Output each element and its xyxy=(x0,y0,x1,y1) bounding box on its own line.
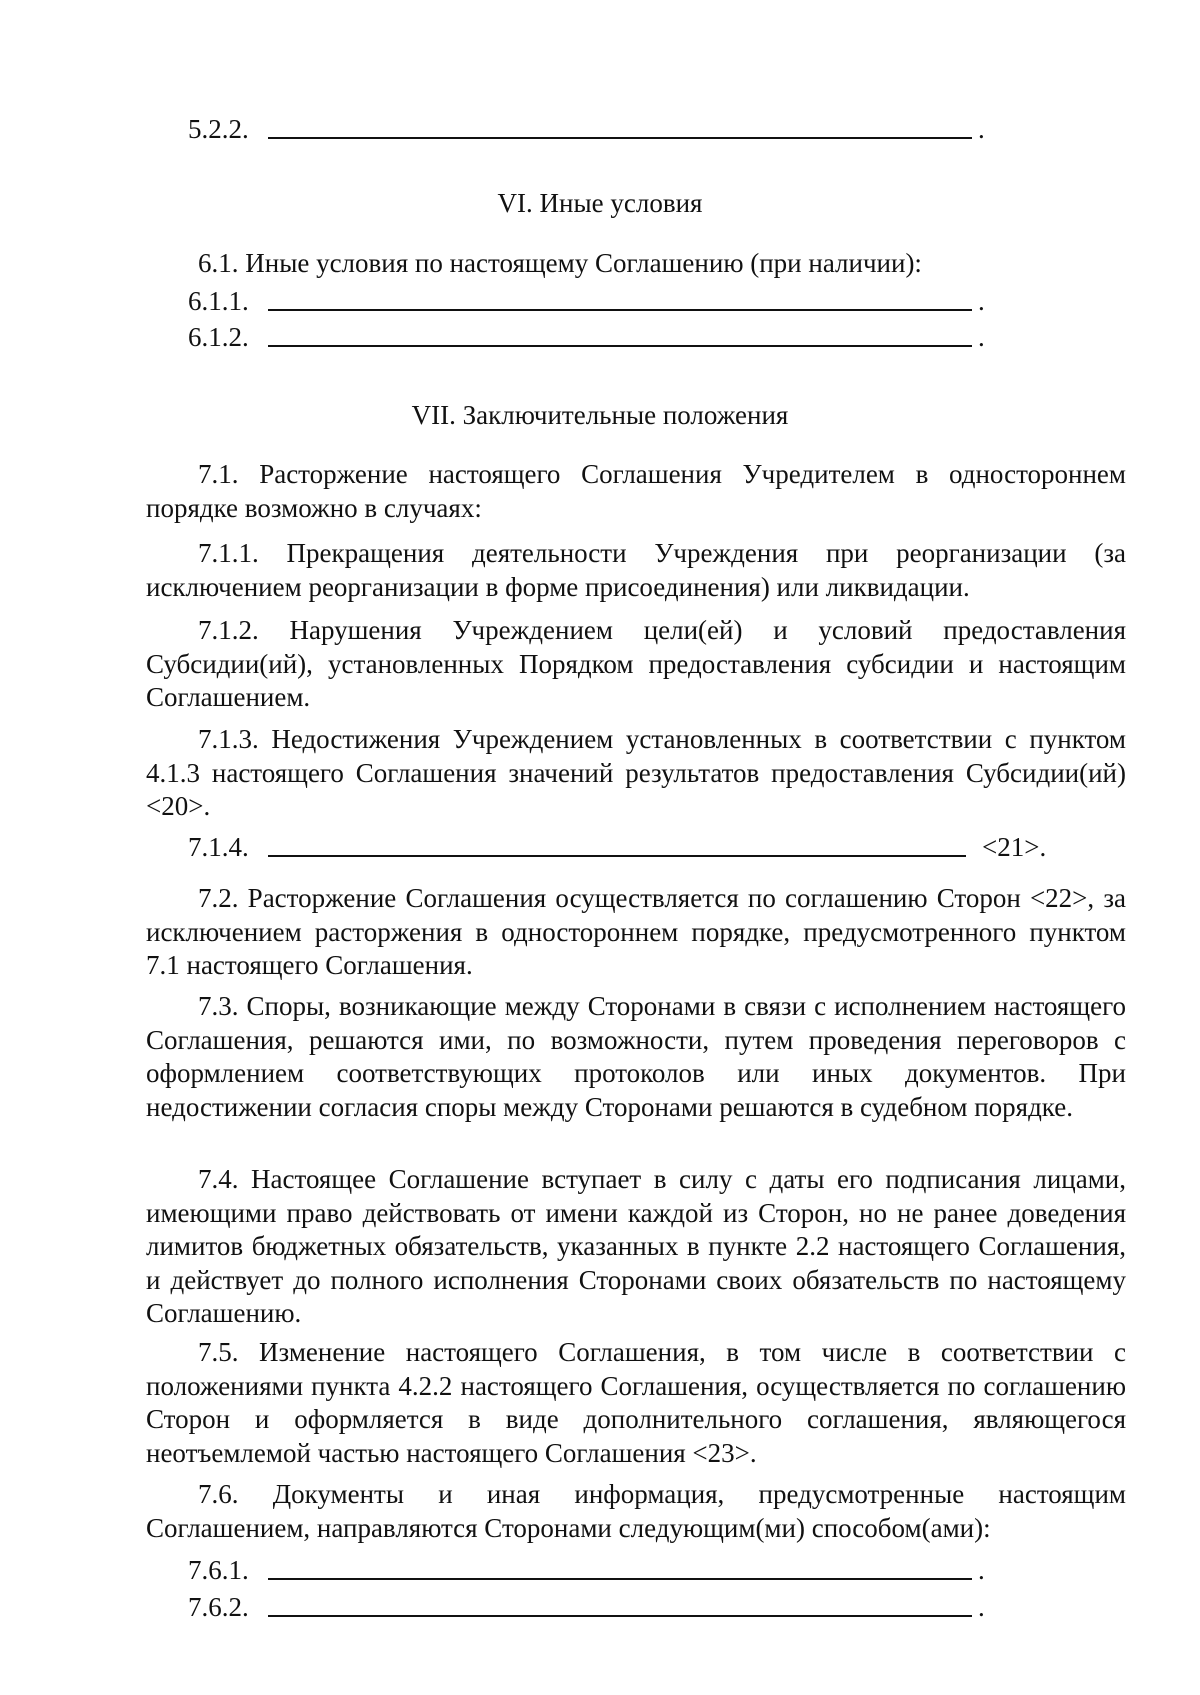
paragraph-7-1: 7.1. Расторжение настоящего Соглашения Учредителем в одностороннем порядке возможно в случаях: xyxy=(146,459,1126,523)
item-number: 6.1.2. xyxy=(188,322,249,352)
item-tail: . xyxy=(978,322,985,352)
item-number: 7.6.1. xyxy=(188,1555,249,1585)
item-number: 6.1.1. xyxy=(188,286,249,316)
item-7-1-4 xyxy=(188,830,1072,864)
paragraph-7-6: 7.6. Документы и иная информация, предусмотренные настоящим Соглашением, направляются Сторонами следующим(ми) способом(ами): xyxy=(146,1479,1126,1543)
fill-in-line xyxy=(268,1615,972,1617)
paragraph-7-2: 7.2. Расторжение Соглашения осуществляется по соглашению Сторон <22>, за исключением расторжения в одностороннем порядке, предусмотренного пунктом 7.1 настоящего Соглашения. xyxy=(146,883,1126,980)
item-number: 5.2.2. xyxy=(188,114,249,144)
paragraph-7-3: 7.3. Споры, возникающие между Сторонами в связи с исполнением настоящего Соглашения, решаются ими, по возможности, путем проведения переговоров с оформлением соответствующих протоколов или иных документов. При недостижении согласия споры между Сторонами решаются в судебном порядке. xyxy=(146,991,1126,1122)
fill-in-line xyxy=(268,309,972,311)
fill-in-line xyxy=(268,1578,972,1580)
item-number: 7.1.4. xyxy=(188,832,249,862)
paragraph-7-1-1: 7.1.1. Прекращения деятельности Учреждения при реорганизации (за исключением реорганизации в форме присоединения) или ликвидации. xyxy=(146,538,1126,602)
section-6-heading: VI. Иные условия xyxy=(497,188,703,218)
section-7-heading: VII. Заключительные положения xyxy=(411,400,789,430)
item-6-1-2 xyxy=(188,320,1072,354)
paragraph-7-1-3: 7.1.3. Недостижения Учреждением установленных в соответствии с пунктом 4.1.3 настоящего Соглашения значений результатов предоставления Субсидии(ий) <20>. xyxy=(146,724,1126,821)
item-5-2-2 xyxy=(188,112,1072,146)
paragraph-7-5: 7.5. Изменение настоящего Соглашения, в том числе в соответствии с положениями пункта 4.2.2 настоящего Соглашения, осуществляется по соглашению Сторон и оформляется в виде дополнительного соглашения, являющегося неотъемлемой частью настоящего Соглашения <23>. xyxy=(146,1337,1126,1468)
item-number: 7.6.2. xyxy=(188,1592,249,1622)
paragraph-6-1: 6.1. Иные условия по настоящему Соглашению (при наличии): xyxy=(198,248,922,278)
item-tail: . xyxy=(978,1592,985,1622)
item-7-6-1 xyxy=(188,1553,1072,1587)
fill-in-line xyxy=(268,855,966,857)
fill-in-line xyxy=(268,345,972,347)
item-tail: . xyxy=(978,114,985,144)
item-tail: . xyxy=(978,1555,985,1585)
item-6-1-1 xyxy=(188,284,1072,318)
paragraph-7-1-2: 7.1.2. Нарушения Учреждением цели(ей) и условий предоставления Субсидии(ий), установленных Порядком предоставления субсидии и настоящим Соглашением. xyxy=(146,615,1126,712)
item-tail: <21>. xyxy=(982,832,1047,862)
item-7-6-2 xyxy=(188,1590,1072,1624)
paragraph-7-4: 7.4. Настоящее Соглашение вступает в силу с даты его подписания лицами, имеющими право действовать от имени каждой из Сторон, но не ранее доведения лимитов бюджетных обязательств, указанных в пункте 2.2 настоящего Соглашения, и действует до полного исполнения Сторонами своих обязательств по настоящему Соглашению. xyxy=(146,1164,1126,1328)
item-tail: . xyxy=(978,286,985,316)
fill-in-line xyxy=(268,137,972,139)
